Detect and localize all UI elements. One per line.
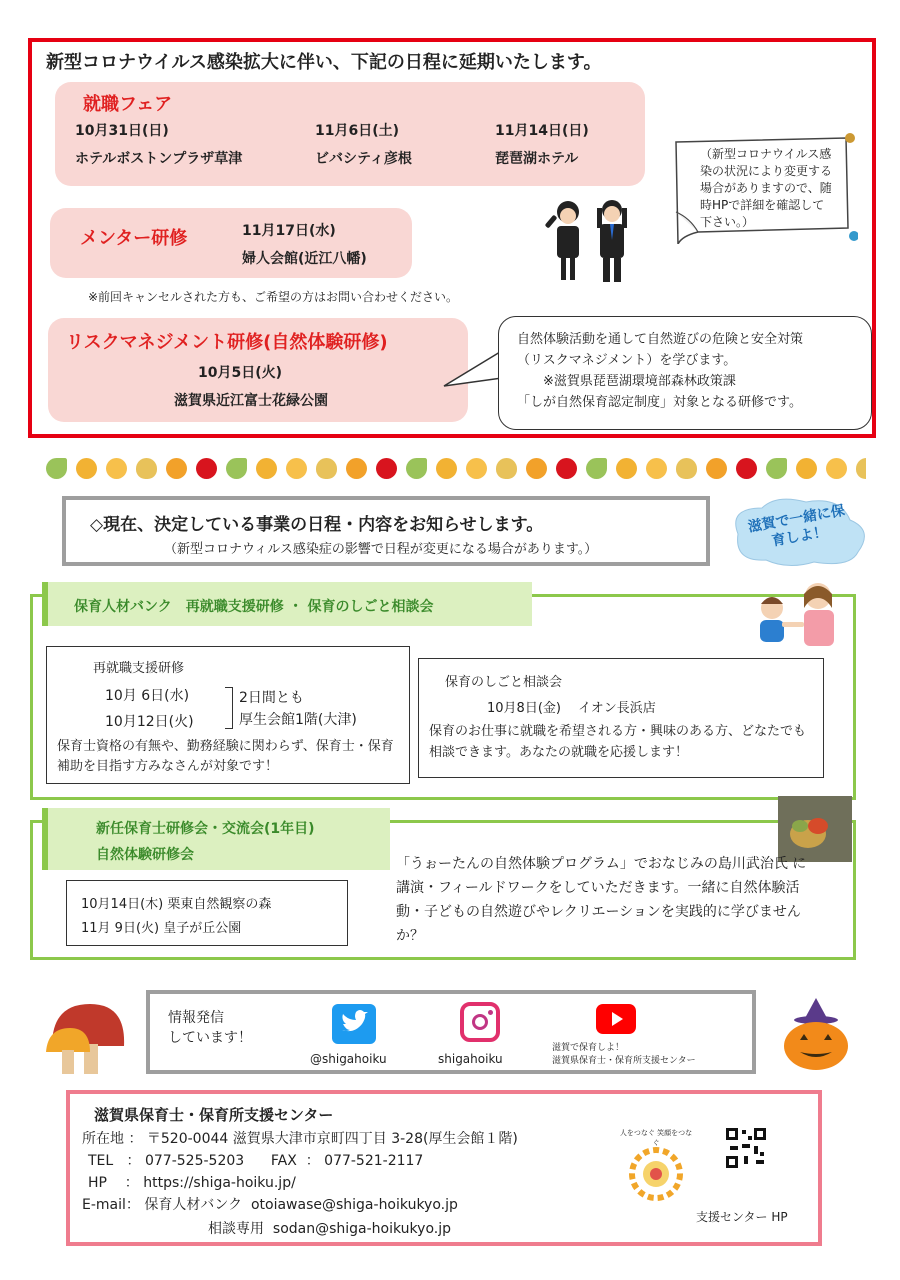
contact-email-bank[interactable]: E-mail： 保育人材バンク otoiawase@shiga-hoikukyo.jp: [82, 1197, 458, 1213]
job-fair-date-2: 11月6日(土): [315, 123, 400, 139]
risk-desc-line-2: （リスクマネジメント）を学びます。: [517, 353, 737, 368]
twitter-icon[interactable]: [332, 1004, 376, 1044]
leaf-icon: [766, 458, 787, 479]
red-apple-icon: [196, 458, 217, 479]
qr-code-icon[interactable]: [726, 1128, 766, 1168]
job-consult-title: 保育のしごと相談会: [445, 675, 563, 690]
newcomer-date-1: 10月14日(木) 栗東自然観察の森: [81, 897, 272, 912]
job-fair-title: 就職フェア: [83, 94, 173, 115]
job-fair-date-1: 10月31日(日): [75, 123, 169, 139]
youtube-line-1: 滋賀で保育しよ！: [552, 1043, 625, 1053]
job-consult-description: 保育のお仕事に就職を希望される方・興味のある方、どなたでも相談できます。あなたの就職を応援します！: [429, 724, 807, 760]
youtube-icon[interactable]: [596, 1004, 636, 1034]
pear-icon: [856, 458, 866, 479]
newcomer-title-2: 自然体験研修会: [96, 847, 194, 863]
youtube-line-2: 滋賀県保育士・保育所支援センター: [552, 1056, 696, 1066]
job-fair-place-3: 琵琶湖ホテル: [495, 151, 579, 167]
youtube-channel[interactable]: [552, 1042, 696, 1068]
red-apple-icon: [736, 458, 757, 479]
sns-box: [146, 990, 756, 1074]
apple-icon: [826, 458, 847, 479]
orange-icon: [346, 458, 367, 479]
persimmon-icon: [436, 458, 457, 479]
risk-place: 滋賀県近江富士花緑公園: [174, 393, 328, 409]
cancel-note: ※前回キャンセルされた方も、ご希望の方はお問い合わせください。: [88, 290, 459, 304]
mentor-box: [50, 208, 412, 278]
reemployment-box: [46, 646, 410, 784]
persimmon-icon: [616, 458, 637, 479]
risk-desc-line-3: ※滋賀県琵琶湖環境部森林政策課: [543, 374, 736, 389]
risk-description: [517, 329, 803, 413]
risk-description-bubble: [498, 316, 872, 430]
orange-icon: [166, 458, 187, 479]
mentor-place: 婦人会館(近江八幡): [242, 251, 367, 267]
hoiku-bank-title: 保育人材バンク 再就職支援研修 ・ 保育のしごと相談会: [74, 599, 434, 615]
job-consult-date-place: 10月8日(金) イオン長浜店: [487, 701, 656, 716]
mentor-date: 11月17日(水): [242, 223, 336, 239]
newcomer-title-1: 新任保育士研修会・交流会(1年目): [96, 821, 315, 837]
orange-icon: [526, 458, 547, 479]
reemployment-date-2: 10月12日(火): [105, 714, 194, 730]
scroll-note-text: （新型コロナウイルス感染の状況により変更する場合がありますので、随時HPで詳細を確認して下さい。）: [700, 147, 833, 229]
reemployment-note-2: 厚生会館1階(大津): [239, 712, 357, 728]
sns-label: 情報発信 しています！: [168, 1010, 252, 1046]
center-logo: [618, 1129, 694, 1210]
schedule-subtitle: （新型コロナウィルス感染症の影響で日程が変更になる場合があります。）: [164, 542, 598, 557]
org-name: 滋賀県保育士・保育所支援センター: [94, 1106, 334, 1124]
risk-desc-line-4: 「しが自然保育認定制度」対象となる研修です。: [517, 395, 802, 410]
apple-icon: [106, 458, 127, 479]
leaf-icon: [46, 458, 67, 479]
risk-desc-line-1: 自然体験活動を通して自然遊びの危険と安全対策: [517, 332, 804, 347]
postponement-headline: 新型コロナウイルス感染拡大に伴い、下記の日程に延期いたします。: [46, 52, 602, 73]
contact-box: [66, 1090, 822, 1246]
leaf-icon: [586, 458, 607, 479]
job-fair-date-3: 11月14日(日): [495, 123, 589, 139]
job-consult-box: [418, 658, 824, 778]
persimmon-icon: [256, 458, 277, 479]
pumpkin-icon: [778, 996, 854, 1072]
newcomer-description: 「うぉーたんの自然体験プログラム」でおなじみの島川武治氏 に講演・フィールドワークをしていただきます。一緒に自然体験活動・子どもの自然遊びやレクリエーションを実践的に学びませんか？: [396, 856, 807, 944]
apple-icon: [466, 458, 487, 479]
mushroom-icon: [44, 1000, 128, 1076]
pear-icon: [316, 458, 337, 479]
teacher-child-icon: [746, 578, 846, 648]
leaf-icon: [406, 458, 427, 479]
newcomer-dates-box: [66, 880, 348, 946]
pear-icon: [136, 458, 157, 479]
red-apple-icon: [556, 458, 577, 479]
reemployment-description: 保育士資格の有無や、勤務経験に関わらず、保育士・保育補助を目指す方みなさんが対象です！: [57, 739, 394, 774]
business-people-icon: [540, 196, 640, 286]
scroll-note: [668, 132, 858, 244]
reemployment-note-1: 2日間とも: [239, 690, 304, 706]
tab-accent: [42, 582, 48, 626]
logo-text: 人をつなぐ 笑顔をつなぐ: [619, 1129, 693, 1147]
cloud-bubble: [718, 494, 874, 570]
mentor-title: メンター研修: [80, 228, 188, 249]
apple-icon: [286, 458, 307, 479]
reemployment-title: 再就職支援研修: [93, 661, 185, 676]
job-fair-place-1: ホテルボストンプラザ草津: [75, 151, 243, 167]
risk-management-box: [48, 318, 468, 422]
job-fair-box: [55, 82, 645, 186]
persimmon-icon: [796, 458, 817, 479]
risk-date: 10月5日(火): [198, 365, 283, 381]
contact-tel-fax: TEL ： 077-525-5203 FAX ： 077-521-2117: [88, 1153, 424, 1169]
leaf-icon: [226, 458, 247, 479]
instagram-handle[interactable]: shigahoiku: [438, 1052, 503, 1066]
fruit-divider: [46, 458, 866, 484]
bracket: [225, 687, 233, 729]
tab-accent: [42, 808, 48, 870]
cloud-text: 滋賀で一緒に保育しよ！: [746, 502, 847, 550]
risk-title: リスクマネジメント研修(自然体験研修): [66, 332, 388, 353]
twitter-handle[interactable]: @shigahoiku: [310, 1052, 387, 1066]
schedule-title: ◇現在、決定している事業の日程・内容をお知らせします。: [90, 515, 544, 535]
persimmon-icon: [76, 458, 97, 479]
job-fair-place-2: ビバシティ彦根: [315, 151, 412, 167]
hoiku-bank-tab: [42, 582, 532, 626]
contact-hp[interactable]: HP ： https://shiga-hoiku.jp/: [88, 1175, 296, 1191]
newcomer-date-2: 11月 9日(火) 皇子が丘公園: [81, 921, 242, 936]
orange-icon: [706, 458, 727, 479]
qr-caption: 支援センター HP: [696, 1210, 788, 1224]
red-apple-icon: [376, 458, 397, 479]
pear-icon: [496, 458, 517, 479]
pear-icon: [676, 458, 697, 479]
reemployment-date-1: 10月 6日(水): [105, 688, 190, 704]
contact-address: 所在地 ： 〒520-0044 滋賀県大津市京町四丁目 3-28(厚生会館１階): [82, 1131, 518, 1147]
newcomer-tab: [42, 808, 390, 870]
instagram-icon[interactable]: [460, 1002, 500, 1042]
schedule-header-box: [62, 496, 710, 566]
apple-icon: [646, 458, 667, 479]
contact-email-consult[interactable]: 相談専用 sodan@shiga-hoikukyo.jp: [208, 1221, 451, 1237]
